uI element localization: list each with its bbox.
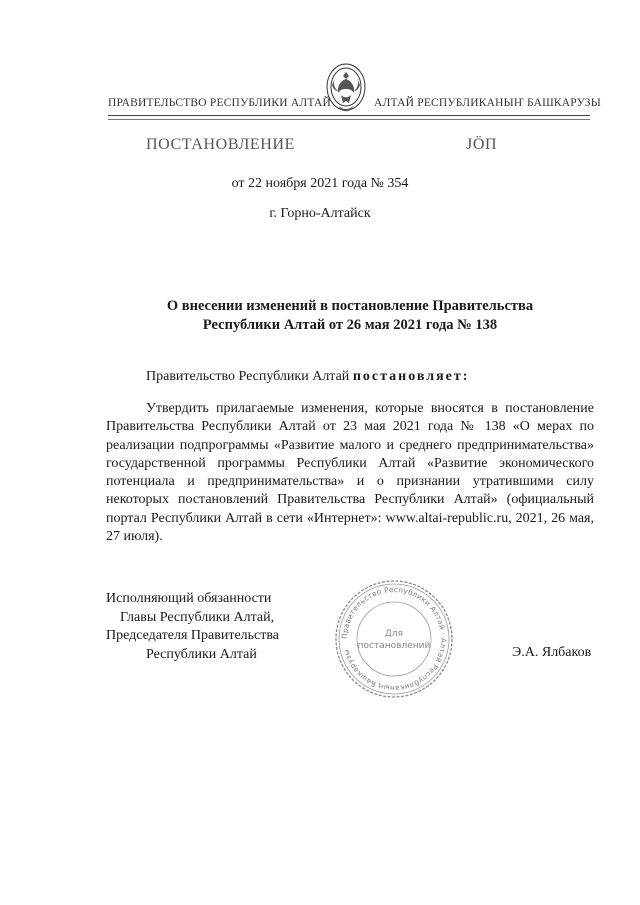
title-line-1: О внесении изменений в постановление Правительства [166,298,534,314]
city-line: г. Горно-Алтайск [269,206,371,221]
title-line-2: Республики Алтай от 26 мая 2021 года № 138 [202,317,498,333]
doc-type-left: ПОСТАНОВЛЕНИЕ [146,136,295,153]
seal-stamp [333,578,455,700]
header-rule-bottom [108,119,590,120]
decree-prefix: Правительство Республики Алтай [146,369,350,384]
doc-type-right: ЈӦП [466,136,498,153]
seal-center-line-1: Для [384,629,404,639]
emblem-icon [323,62,369,120]
document-title [120,297,580,335]
decree-verb: постановляет: [352,369,470,384]
header-left: ПРАВИТЕЛЬСТВО РЕСПУБЛИКИ АЛТАЙ [108,97,332,109]
body-paragraph: Утвердить прилагаемые изменения, которые вносятся в постановление Правительства Республики Алтай от 23 мая 2021 года № 138 «О мерах по реализации подпрограммы «Развитие малого и среднего предпринимательства» государственной программы Республики Алтай «Развитие экономического потенциала и предпринимательства» и о признании утратившими силу некоторых постановлений Правительства Республики Алтай» (официальный портал Республики Алтай в сети «Интернет»: www.altai-republic.ru, 2021, 26 мая, 27 июля). [106,401,594,545]
signatory-line-1: Исполняющий обязанности [106,591,272,606]
body-text [106,400,594,546]
signatory-line-2: Главы Республики Алтай, [120,609,275,625]
signatory-name: Э.А. Ялбаков [512,645,592,660]
signatory-line-3: Председателя Правительства [106,628,280,643]
header-right: АЛТАЙ РЕСПУБЛИКАНЫҤ БАШКАРУЗЫ [374,97,601,109]
seal-ring-text: Правительство Республики Алтай · Алтай Республиканың Башкарузы [339,584,449,694]
date-line: от 22 ноября 2021 года № 354 [231,176,409,191]
signatory-title [106,590,279,664]
header-rule-top [108,115,590,116]
seal-center-line-2: постановлений [357,641,431,651]
decree-line [146,369,469,385]
signatory-line-4: Республики Алтай [146,646,257,662]
